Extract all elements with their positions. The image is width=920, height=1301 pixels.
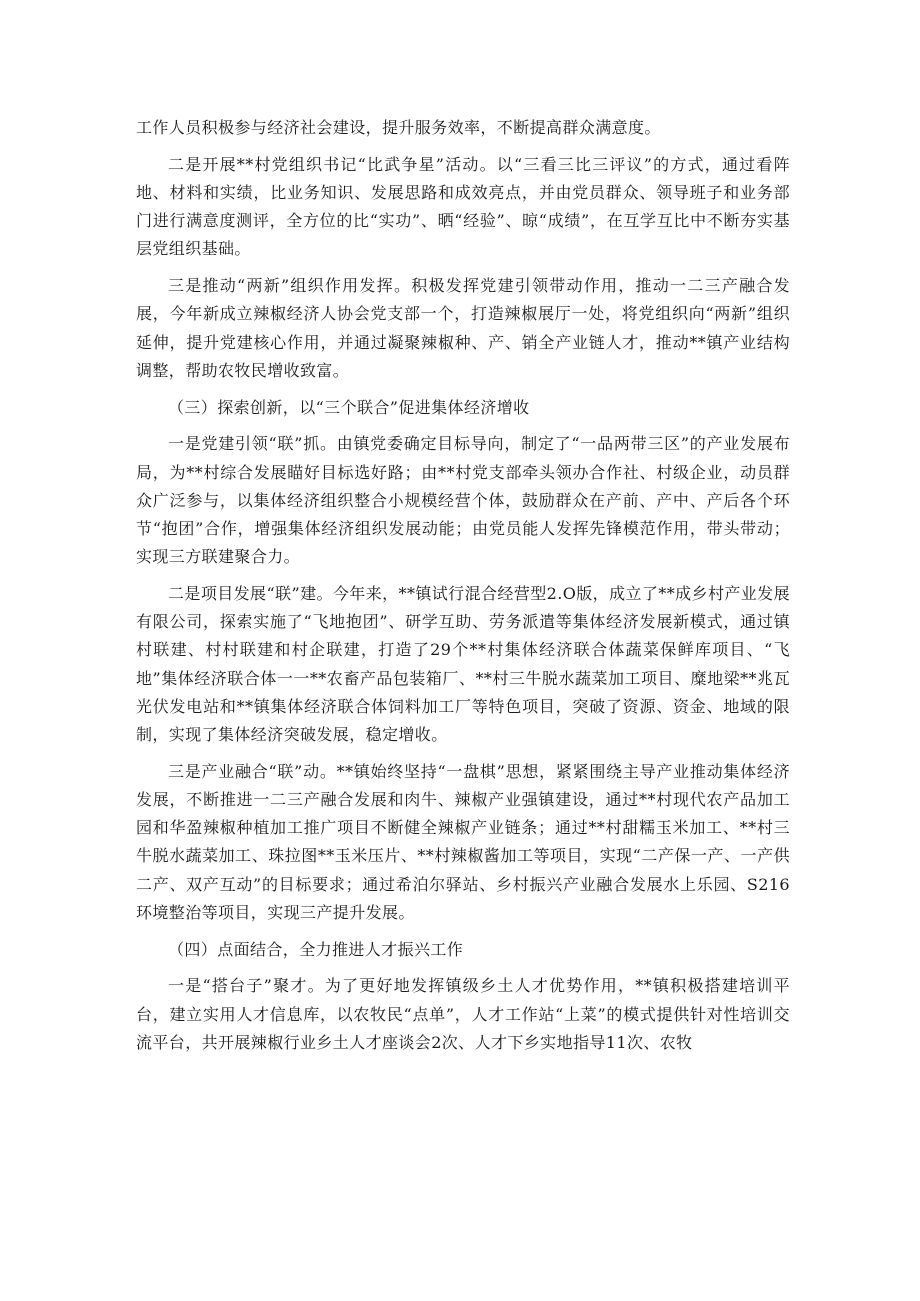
paragraph-party-building-lead: 一是党建引领“联”抓。由镇党委确定目标导向，制定了“一品两带三区”的产业发展布局，为**村综合发展瞄好目标选好路；由**村党支部牵头领办合作社、村级企业，动员群众广泛参与，以集体经济组织整合小规模经营个体，鼓励群众在产前、产中、产后各个环节“抱团”合作，增强集体经济组织发展动能；由党员能人发挥先锋模范作用，带头带动；实现三方联建聚合力。 (136, 434, 790, 567)
paragraph-two-new-organizations: 三是推动“两新”组织作用发挥。积极发挥党建引领带动作用，推动一二三产融合发展，今年新成立辣椒经济人协会党支部一个，打造辣椒展厅一处，将党组织向“两新”组织延伸，提升党建核心作用，并通过凝聚辣椒种、产、销全产业链人才，推动**镇产业结构调整，帮助农牧民增收致富。 (136, 276, 790, 380)
document-body (136, 114, 790, 1066)
section-heading-three: （三）探索创新，以“三个联合”促进集体经济增收 (168, 397, 530, 417)
section-heading-four: （四）点面结合，全力推进人才振兴工作 (168, 939, 464, 959)
paragraph-competition-activity: 二是开展**村党组织书记“比武争星”活动。以“三看三比三评议”的方式，通过看阵地、材料和实绩，比业务知识、发展思路和成效亮点，并由党员群众、领导班子和业务部门进行满意度测评，全方位的比“实功”、晒“经验”、晾“成绩”，在互学互比中不断夯实基层党组织基础。 (136, 154, 790, 259)
paragraph-continuation: 工作人员积极参与经济社会建设，提升服务效率，不断提高群众满意度。 (136, 118, 661, 137)
paragraph-project-development: 二是项目发展“联”建。今年来，**镇试行混合经营型2.O版，成立了**成乡村产业发展有限公司，探索实施了“飞地抱团”、研学互助、劳务派遣等集体经济发展新模式，通过镇村联建、村村联建和村企联建，打造了29个**村集体经济联合体蔬菜保鲜库项目、“飞地”集体经济联合体一一**农畜产品包装箱厂、**村三牛脱水蔬菜加工项目、糜地梁**兆瓦光伏发电站和**镇集体经济联合体饲料加工厂等特色项目，突破了资源、资金、地域的限制，实现了集体经济突破发展，稳定增收。 (136, 584, 790, 745)
paragraph-industry-integration: 三是产业融合“联”动。**镇始终坚持“一盘棋”思想，紧紧围绕主导产业推动集体经济发展，不断推进一二三产融合发展和肉牛、辣椒产业强镇建设，通过**村现代农产品加工园和华盈辣椒种植加工推广项目不断健全辣椒产业链条；通过**村甜糯玉米加工、**村三牛脱水蔬菜加工、珠拉图**玉米压片、**村辣椒酱加工等项目，实现“二产保一产、一产供二产、双产互动”的目标要求；通过希泊尔驿站、乡村振兴产业融合发展水上乐园、S216环境整治等项目，实现三产提升发展。 (136, 761, 790, 922)
paragraph-talent-platform: 一是“搭台子”聚才。为了更好地发挥镇级乡土人才优势作用，**镇积极搭建培训平台，建立实用人才信息库，以农牧民“点单”，人才工作站“上菜”的模式提供针对性培训交流平台，共开展辣椒行业乡土人才座谈会2次、人才下乡实地指导11次、农牧 (136, 976, 790, 1052)
